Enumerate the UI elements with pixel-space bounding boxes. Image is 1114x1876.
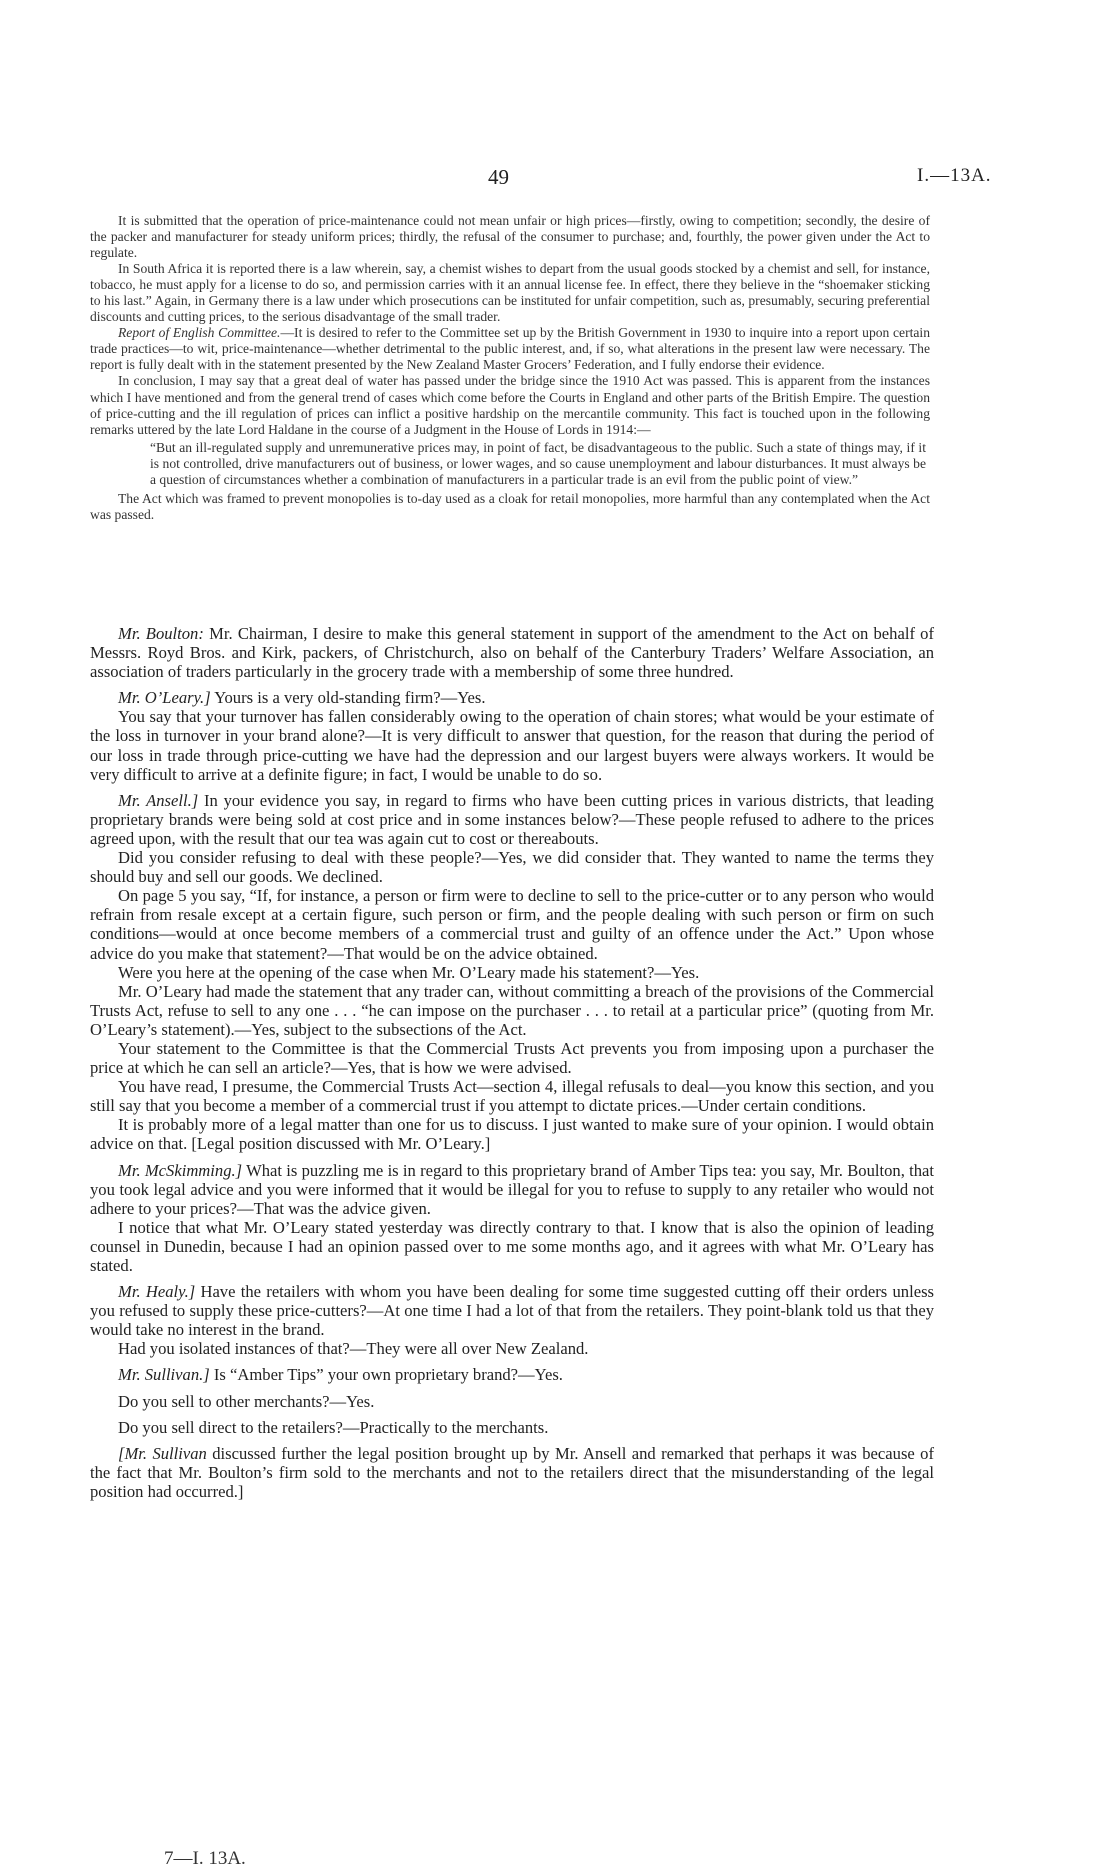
paragraph [90,325,930,373]
speaker-name: Mr. Boulton: [118,624,204,643]
testimony-paragraph [90,848,934,886]
speaker-name: Mr. O’Leary.] [118,688,211,708]
speaker-name: [Mr. Sullivan [118,1443,207,1463]
testimony-text: Mr. O’Leary had made the statement that any trader can, without committing a breach of the provisions of the Commercial Trusts Act, refuse to sell to any one . . . “he can impose on the purchaser . . . to retail at a particular price” (quoting from Mr. O’Leary’s statement).—Yes, subject to the subsections of the Act. [90,981,934,1039]
paragraph: In South Africa it is reported there is a law wherein, say, a chemist wishes to depart from the usual goods stocked by a chemist and sell, for instance, tobacco, he must apply for a license to do so, and permission carries with it an annual license fee. In effect, there they believe in the “shoemaker sticking to his last.” Again, in Germany there is a law under which prosecutions can be instituted for unfair competition, such as, presumably, securing preferential discounts and cutting prices, to the serious disadvantage of the small trader. [90,261,930,325]
paragraph-text: —It is desired to refer to the Committee set up by the British Government in 1930 to inquire into a report upon certain trade practices—to wit, price-maintenance—whether detrimental to the public interest, and, if so, what alterations in the present law were necessary. The report is fully dealt with in the statement presented by the New Zealand Master Grocers’ Federation, and I fully endorse their evidence. [90,325,930,373]
speaker-name: Mr. McSkimming.] [118,1160,243,1180]
testimony-text: On page 5 you say, “If, for instance, a person or firm were to decline to sell to the price-cutter or to any person who would refrain from resale except at a certain figure, such person or firm, and the people dealing with such person or firm on such conditions—would at once become members of a commercial trust and guilty of an offence under the Act.” Upon whose advice do you make that statement?—That would be on the advice obtained. [90,886,934,963]
quotation: “But an ill-regulated supply and unremunerative prices may, in point of fact, be disadvantageous to the public. Such a state of things may, if it is not controlled, drive manufacturers out of business, or lower wages, and so cause unemployment and labour disturbances. It must always be a question of circumstances whether a combination of manufacturers in a particular trade is an evil from the public point of view.” [150,439,926,487]
testimony-paragraph [90,1339,934,1358]
page-number: 49 [488,165,509,189]
testimony-paragraph [90,1444,934,1501]
speaker-name: Mr. Healy.] [118,1282,196,1302]
testimony-text: Do you sell direct to the retailers?—Practically to the merchants. [118,1417,549,1437]
speaker-name: Mr. Sullivan.] [118,1365,210,1385]
testimony-text: Were you here at the opening of the case when Mr. O’Leary made his statement?—Yes. [118,962,700,982]
testimony-paragraph [90,1077,934,1115]
paragraph: It is submitted that the operation of price-maintenance could not mean unfair or high prices—firstly, owing to competition; secondly, the desire of the packer and manufacturer for steady uniform prices; thirdly, the refusal of the consumer to purchase; and, fourthly, the power given under the Act to regulate. [90,213,930,261]
testimony-text: Is “Amber Tips” your own proprietary brand?—Yes. [209,1365,563,1385]
testimony-text: In your evidence you say, in regard to firms who have been cutting prices in various districts, that leading proprietary brands were being sold at cost price and in some instances below?—These people refused to adhere to the prices agreed upon, with the result that our tea was again cut to cost or thereabouts. [90,790,934,848]
testimony-text: You have read, I presume, the Commercial Trusts Act—section 4, illegal refusals to deal—you know this section, and you still say that you become a member of a commercial trust if you attempt to dictate prices.—Under certain conditions. [90,1077,934,1116]
testimony-paragraph [90,963,934,982]
testimony-paragraph [90,707,934,783]
testimony-paragraph [90,688,934,707]
testimony-text: Yours is a very old-standing firm?—Yes. [210,688,486,708]
testimony-paragraph [90,1418,934,1437]
testimony-text: discussed further the legal position brought up by Mr. Ansell and remarked that perhaps it was because of the fact that Mr. Boulton’s firm sold to the merchants and not to the retailers direct that the misunderstanding of the legal position had occurred.] [90,1443,934,1501]
testimony-paragraph [90,624,934,681]
evidence-statement-block [90,213,930,523]
testimony-paragraph [90,791,934,848]
footer-document-code: 7—I. 13A. [164,1848,246,1869]
testimony-text: Have the retailers with whom you have been dealing for some time suggested cutting off their orders unless you refused to supply these price-cutters?—At one time I had a lot of that from the retailers. They point-blank told us that they would take no interest in the brand. [90,1282,934,1340]
testimony-text: Mr. Chairman, I desire to make this general statement in support of the amendment to the Act on behalf of Messrs. Royd Bros. and Kirk, packers, of Christchurch, also on behalf of the Canterbury Traders’ Welfare Association, an association of traders particularly in the grocery trade with a membership of some three hundred. [90,624,935,682]
testimony-paragraph [90,1039,934,1077]
paragraph: In conclusion, I may say that a great deal of water has passed under the bridge since the 1910 Act was passed. This is apparent from the instances which I have mentioned and from the general trend of cases which come before the Courts in England and other parts of the British Empire. The question of price-cutting and the ill regulation of prices can inflict a positive hardship on the mercantile community. This fact is touched upon in the following remarks uttered by the late Lord Haldane in the course of a Judgment in the House of Lords in 1914:— [90,373,930,437]
testimony-paragraph [90,1161,934,1218]
testimony-text: Had you isolated instances of that?—They were all over New Zealand. [118,1339,589,1359]
testimony-text: Do you sell to other merchants?—Yes. [118,1391,375,1411]
speaker-name: Mr. Ansell.] [118,790,199,810]
testimony-block [90,617,934,1501]
testimony-paragraph [90,982,934,1039]
testimony-paragraph [90,886,934,962]
testimony-text: You say that your turnover has fallen considerably owing to the operation of chain stores; what would be your estimate of the loss in turnover in your brand alone?—It is very difficult to answer that question, for the reason that during the period of our loss in trade through price-cutting we have had the depression and our largest buyers were always workers. It would be very difficult to arrive at a definite figure; in fact, I would be unable to do so. [90,707,934,784]
testimony-text: Your statement to the Committee is that the Commercial Trusts Act prevents you from imposing upon a purchaser the price at which he can sell an article?—Yes, that is how we were advised. [90,1038,934,1078]
testimony-text: It is probably more of a legal matter than one for us to discuss. I just wanted to make sure of your opinion. I would obtain advice on that. [Legal position discussed with Mr. O’Leary.] [90,1115,934,1154]
testimony-paragraph [90,1365,934,1384]
document-code: I.—13A. [917,165,992,186]
report-heading: Report of English Committee. [118,325,281,341]
testimony-paragraph [90,1392,934,1411]
testimony-paragraph [90,1282,934,1339]
testimony-text: Did you consider refusing to deal with these people?—Yes, we did consider that. They wanted to name the terms they should buy and sell our goods. We declined. [90,848,934,887]
paragraph: The Act which was framed to prevent monopolies is to-day used as a cloak for retail monopolies, more harmful than any contemplated when the Act was passed. [90,490,930,522]
testimony-paragraph [90,1115,934,1153]
testimony-text: I notice that what Mr. O’Leary stated yesterday was directly contrary to that. I know that is also the opinion of leading counsel in Dunedin, because I had an opinion passed over to me some months ago, and it agrees with what Mr. O’Leary has stated. [90,1217,934,1275]
testimony-text: What is puzzling me is in regard to this proprietary brand of Amber Tips tea: you say, Mr. Boulton, that you took legal advice and you were informed that it would be illegal for you to refuse to supply to any retailer who would not adhere to your prices?—That was the advice given. [90,1160,935,1218]
testimony-paragraph [90,1218,934,1275]
